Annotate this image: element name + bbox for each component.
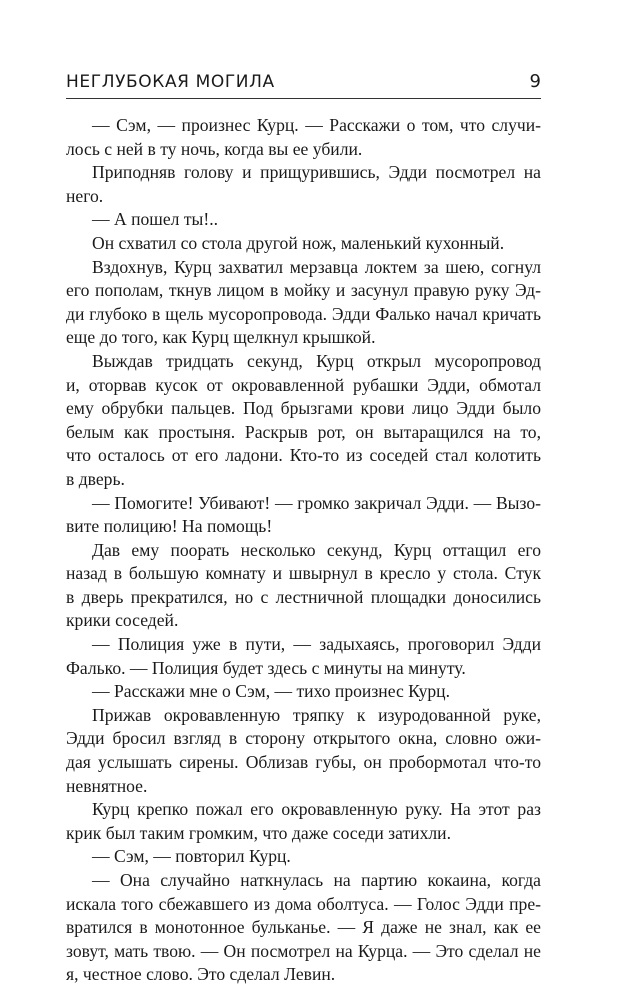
text-line: Вздохнув, Курц захватил мерзавца локтем за шею, согнул xyxy=(92,256,541,277)
text-line: его пополам, ткнув лицом в мойку и засунул правую руку Эд- xyxy=(66,280,541,301)
text-line: белым как простыня. Раскрыв рот, он вытаращился на то, xyxy=(66,421,541,442)
text-line: ему обрубки пальцев. Под брызгами крови лицо Эдди было xyxy=(66,398,541,419)
text-line: крик был таким громким, что даже соседи затихли. xyxy=(66,822,451,843)
text-line: него. xyxy=(66,185,104,206)
text-line: вратился в монотонное бульканье. — Я даже не знал, как ее xyxy=(66,917,541,938)
text-line: Приподняв голову и прищурившись, Эдди посмотрел на xyxy=(92,162,541,183)
text-line: назад в большую комнату и швырнул в кресло у стола. Стук xyxy=(66,563,541,584)
text-line: невнятное. xyxy=(66,775,148,796)
text-line: — А пошел ты!.. xyxy=(92,209,219,230)
text-line: крики соседей. xyxy=(66,610,179,631)
text-line: — Сэм, — произнес Курц. — Расскажи о том, что случи- xyxy=(92,115,541,135)
text-line: Эдди бросил взгляд в сторону открытого окна, словно ожи- xyxy=(66,728,541,749)
page-number: 9 xyxy=(529,71,541,92)
text-line: Курц крепко пожал его окровавленную руку. На этот раз xyxy=(92,799,541,820)
running-title: НЕГЛУБОКАЯ МОГИЛА xyxy=(66,72,275,92)
text-line: лось с ней в ту ночь, когда вы ее убили. xyxy=(66,138,363,159)
text-line: что осталось от его ладони. Кто-то из соседей стал колотить xyxy=(66,445,541,466)
body-text xyxy=(66,114,541,987)
text-line: ди глубоко в щель мусоропровода. Эдди Фалько начал кричать xyxy=(66,303,541,324)
text-line: вите полицию! На помощь! xyxy=(66,516,273,537)
text-line: — Она случайно наткнулась на партию кокаина, когда xyxy=(92,870,541,890)
text-line: Фалько. — Полиция будет здесь с минуты на минуту. xyxy=(66,657,466,678)
text-line: — Помогите! Убивают! — громко закричал Эдди. — Вызо- xyxy=(92,492,541,513)
text-line: Он схватил со стола другой нож, маленький кухонный. xyxy=(92,232,505,253)
text-line: я, честное слово. Это сделал Левин. xyxy=(66,964,336,985)
text-line: в дверь прекратился, но с лестничной площадки доносились xyxy=(66,586,541,607)
text-line: Прижав окровавленную тряпку к изуродованной руке, xyxy=(92,704,541,725)
text-line: дая услышать сирены. Облизав губы, он пробормотал что-то xyxy=(66,752,541,773)
text-line: Дав ему поорать несколько секунд, Курц оттащил его xyxy=(92,539,541,560)
text-line: искала того сбежавшего из дома оболтуса. — Голос Эдди пре- xyxy=(66,893,541,914)
page-header xyxy=(66,70,541,99)
text-line: — Расскажи мне о Сэм, — тихо произнес Курц. xyxy=(92,681,450,702)
text-line: зовут, мать твою. — Он посмотрел на Курца. — Это сделал не xyxy=(66,940,541,961)
text-line: — Сэм, — повторил Курц. xyxy=(92,846,291,867)
text-line: — Полиция уже в пути, — задыхаясь, проговорил Эдди xyxy=(92,634,541,655)
text-line: еще до того, как Курц щелкнул крышкой. xyxy=(66,327,376,348)
text-line: и, оторвав кусок от окровавленной рубашки Эдди, обмотал xyxy=(66,374,541,395)
text-line: в дверь. xyxy=(66,468,125,489)
text-line: Выждав тридцать секунд, Курц открыл мусоропровод xyxy=(92,350,541,371)
